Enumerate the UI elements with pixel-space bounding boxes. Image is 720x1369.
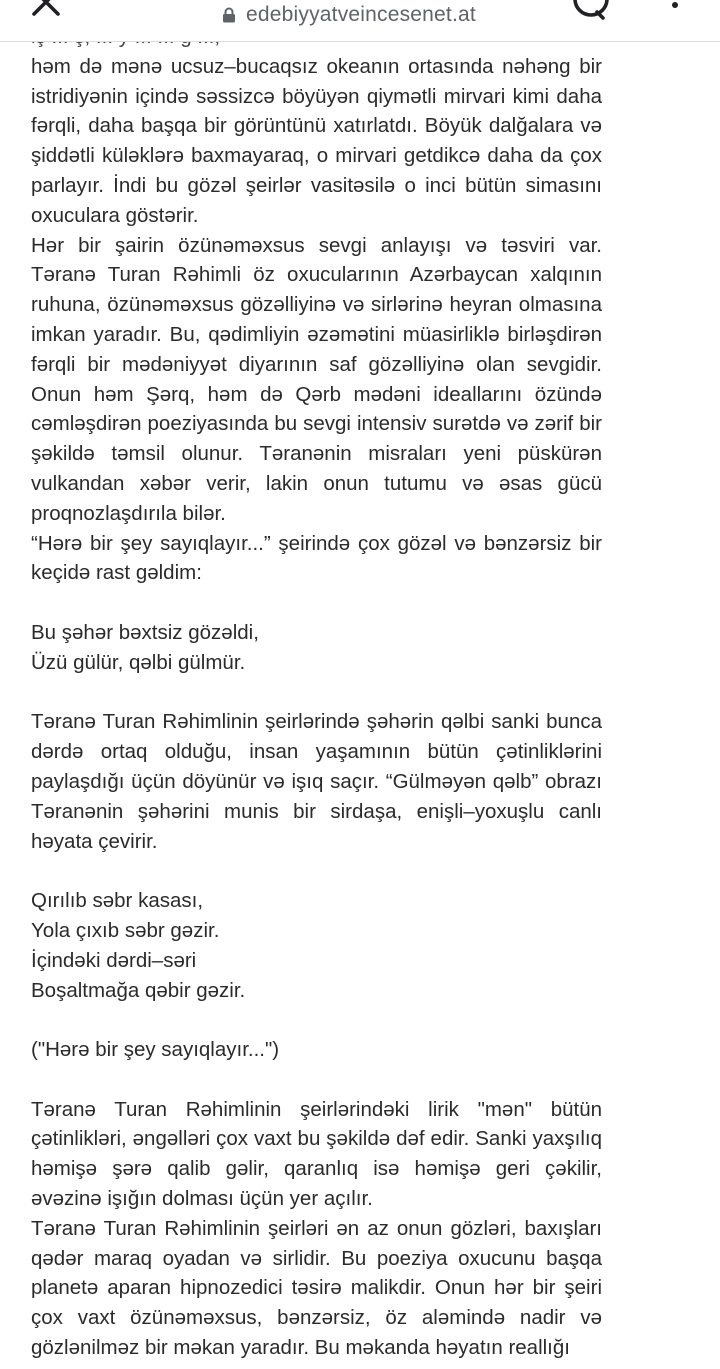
paragraph-1: həm də mənə ucsuz–bucaqsız okeanın ortasında nəhəng bir istridiyənin içində səssizcə böyüyən qiymətli mirvari kimi daha fərqli, daha başqa bir görüntünü xatırlatdı. Böyük dalğalara və şiddətli küləklərə baxmayaraq, o mirvari getdikcə daha da çox parlayır. İndi bu gözəl şeirlər vasitəsilə o inci bütün simasını oxuculara göstərir.	[31, 54, 602, 227]
browser-toolbar	[0, 0, 720, 42]
verse-line: Bu şəhər bəxtsiz gözəldi,	[31, 620, 259, 644]
search-icon[interactable]	[570, 0, 612, 20]
spacer	[31, 1065, 602, 1095]
paragraph-6: Təranə Turan Rəhimlinin şeirləri ən az onun gözləri, baxışları qədər maraq oyadan və sirlidir. Bu poeziya oxucunu başqa planetə aparan hipnozedici təsirə malikdir. Onun hər bir şeiri çox vaxt özünəməxsus, bənzərsiz, öz aləmində nadir və gözlənilməz bir məkan yaradır. Bu məkanda həyatın reallığı	[31, 1216, 602, 1360]
spacer	[31, 588, 602, 618]
article-body	[31, 22, 602, 1363]
close-icon[interactable]	[30, 0, 64, 20]
paragraph-5: Təranə Turan Rəhimlinin şeirlərindəki lirik "mən" bütün çətinlikləri, əngəlləri çox vaxt bu şəkildə dəf edir. Sanki yaxşılıq həmişə şərə qalib gəlir, qaranlıq isə həmişə geri çəkilir, əvəzinə işığın dolması üçün yer açılır.	[31, 1097, 602, 1211]
more-vert-icon[interactable]	[668, 0, 682, 14]
paragraph-4: Təranə Turan Rəhimlinin şeirlərində şəhərin qəlbi sanki bunca dərdə ortaq olduğu, insan yaşamının bütün çətinliklərini paylaşdığı üçün döyünür və işıq saçır. “Gülməyən qəlb” obrazı Təranənin şəhərini munis bir sirdaşa, enişli–yoxuşlu canlı həyata çevirir.	[31, 710, 602, 853]
lock-icon	[222, 7, 236, 23]
verse-line: İçindəki dərdi–səri	[31, 948, 197, 972]
paragraph-3: “Hərə bir şey sayıqlayır...” şeirində çox gözəl və bənzərsiz bir keçidə rast gəldim:	[31, 531, 602, 585]
verse-line: Qırılıb səbr kasası,	[31, 889, 204, 913]
address-bar[interactable]	[222, 0, 476, 30]
verse-line: Yola çıxıb səbr gəzir.	[31, 918, 220, 942]
spacer	[31, 856, 602, 886]
spacer	[31, 1005, 602, 1035]
verse-line: Üzü gülür, qəlbi gülmür.	[31, 650, 246, 674]
url-text: edebiyyatveincesenet.at	[246, 3, 476, 26]
paragraph-2: Hər bir şairin özünəməxsus sevgi anlayışı və təsviri var. Təranə Turan Rəhimli öz oxucularının Azərbaycan xalqının ruhuna, özünəməxsus gözəlliyinə və sirlərinə heyran olmasına imkan yaradır. Bu, qədimliyin əzəmətini müasirliklə birləşdirən fərqli bir mədəniyyət diyarının saf gözəlliyinə olan sevgidir. Onun həm Şərq, həm də Qərb mədəni ideallarını özündə cəmləşdirən poeziyasında bu sevgi intensiv surətdə və zərif bir şəkildə təmsil olunur. Təranənin misraları yeni püskürən vulkandan xəbər verir, lakin onun tutumu və əsas gücü proqnozlaşdırıla bilər.	[31, 233, 602, 525]
spacer	[31, 678, 602, 708]
verse-line: Boşaltmağa qəbir gəzir.	[31, 978, 246, 1002]
poem-citation: ("Hərə bir şey sayıqlayır...")	[31, 1038, 280, 1062]
